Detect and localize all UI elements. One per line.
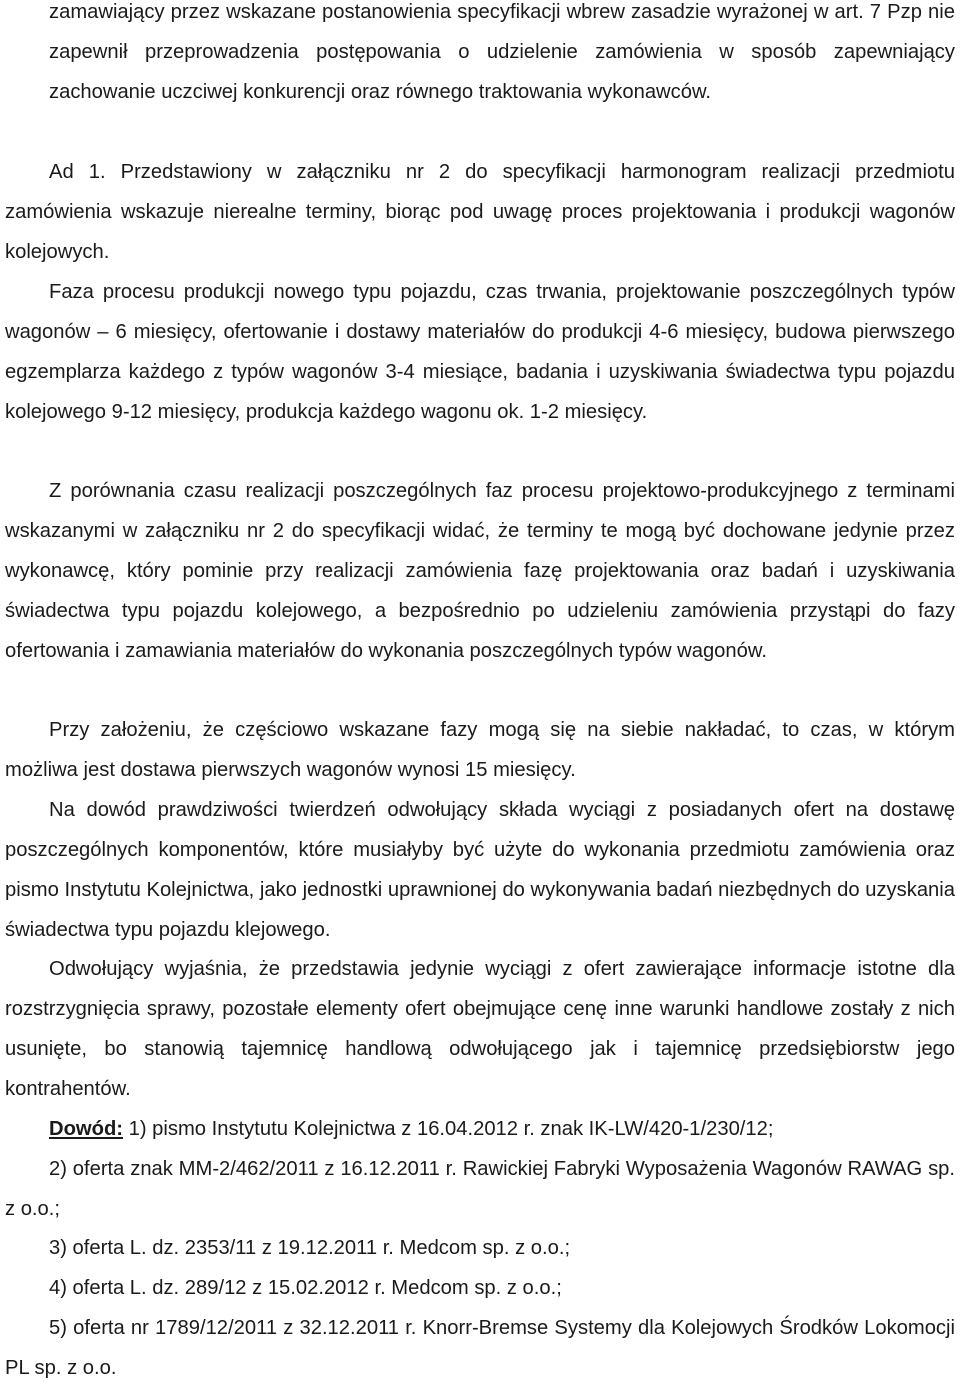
evidence-item: 2) oferta znak MM-2/462/2011 z 16.12.2011 r. Rawickiej Fabryki Wyposażenia Wagonów RAWAG sp. z o.o.; — [5, 1158, 955, 1220]
paragraph-comparison: Z porównania czasu realizacji poszczególnych faz procesu projektowo-produkcyjnego z terminami wskazanymi w załączniku nr 2 do specyfikacji widać, że terminy te mogą być dochowane jedynie przez wykonawcę, który pominie przy realizacji zamówienia fazę projektowania oraz badań i uzyskiwania świadectwa typu pojazdu kolejowego, a bezpośrednio po udzieleniu zamówienia przystąpi do fazy ofertowania i zamawiania materiałów do wykonania poszczególnych typów wagonów. — [5, 480, 955, 662]
evidence-item-text: 1) pismo Instytutu Kolejnictwa z 16.04.2012 r. znak IK-LW/420-1/230/12; — [123, 1118, 774, 1140]
evidence-label: Dowód: — [49, 1118, 123, 1140]
evidence-item — [5, 1110, 955, 1150]
evidence-item: 3) oferta L. dz. 2353/11 z 19.12.2011 r. Medcom sp. z o.o.; — [49, 1237, 571, 1259]
paragraph-proof: Na dowód prawdziwości twierdzeń odwołujący składa wyciągi z posiadanych ofert na dostawę poszczególnych komponentów, które musiałyby być użyte do wykonania przedmiotu zamówienia oraz pismo Instytutu Kolejnictwa, jako jednostki uprawnionej do wykonywania badań niezbędnych do uzyskania świadectwa typu pojazdu klejowego. — [5, 799, 955, 941]
evidence-item: 5) oferta nr 1789/12/2011 z 32.12.2011 r. Knorr-Bremse Systemy dla Kolejowych Środków Lokomocji PL sp. z o.o. — [5, 1317, 955, 1379]
evidence-item: 4) oferta L. dz. 289/12 z 15.02.2012 r. Medcom sp. z o.o.; — [49, 1277, 562, 1299]
paragraph-production-phases: Faza procesu produkcji nowego typu pojazdu, czas trwania, projektowanie poszczególnych typów wagonów – 6 miesięcy, ofertowanie i dostawy materiałów do produkcji 4-6 miesięcy, budowa pierwszego egzemplarza każdego z typów wagonów 3-4 miesiące, badania i uzyskiwania świadectwa typu pojazdu kolejowego 9-12 miesięcy, produkcja każdego wagonu ok. 1-2 miesięcy. — [5, 281, 955, 423]
paragraph-explanation: Odwołujący wyjaśnia, że przedstawia jedynie wyciągi z ofert zawierające informacje istotne dla rozstrzygnięcia sprawy, pozostałe elementy ofert obejmujące cenę inne warunki handlowe zostały z nich usunięte, bo stanowią tajemnicę handlową odwołującego jak i tajemnicę przedsiębiorstw jego kontrahentów. — [5, 958, 955, 1100]
paragraph-overlap: Przy założeniu, że częściowo wskazane fazy mogą się na siebie nakładać, to czas, w którym możliwa jest dostawa pierwszych wagonów wynosi 15 miesięcy. — [5, 719, 955, 781]
paragraph-ad-1: Ad 1. Przedstawiony w załączniku nr 2 do specyfikacji harmonogram realizacji przedmiotu zamówienia wskazuje nierealne terminy, biorąc pod uwagę proces projektowania i produkcji wagonów kolejowych. — [5, 161, 955, 263]
paragraph-continuation: zamawiający przez wskazane postanowienia specyfikacji wbrew zasadzie wyrażonej w art. 7 Pzp nie zapewnił przeprowadzenia postępowania o udzielenie zamówienia w sposób zapewniający zachowanie uczciwej konkurencji oraz równego traktowania wykonawców. — [49, 1, 955, 103]
